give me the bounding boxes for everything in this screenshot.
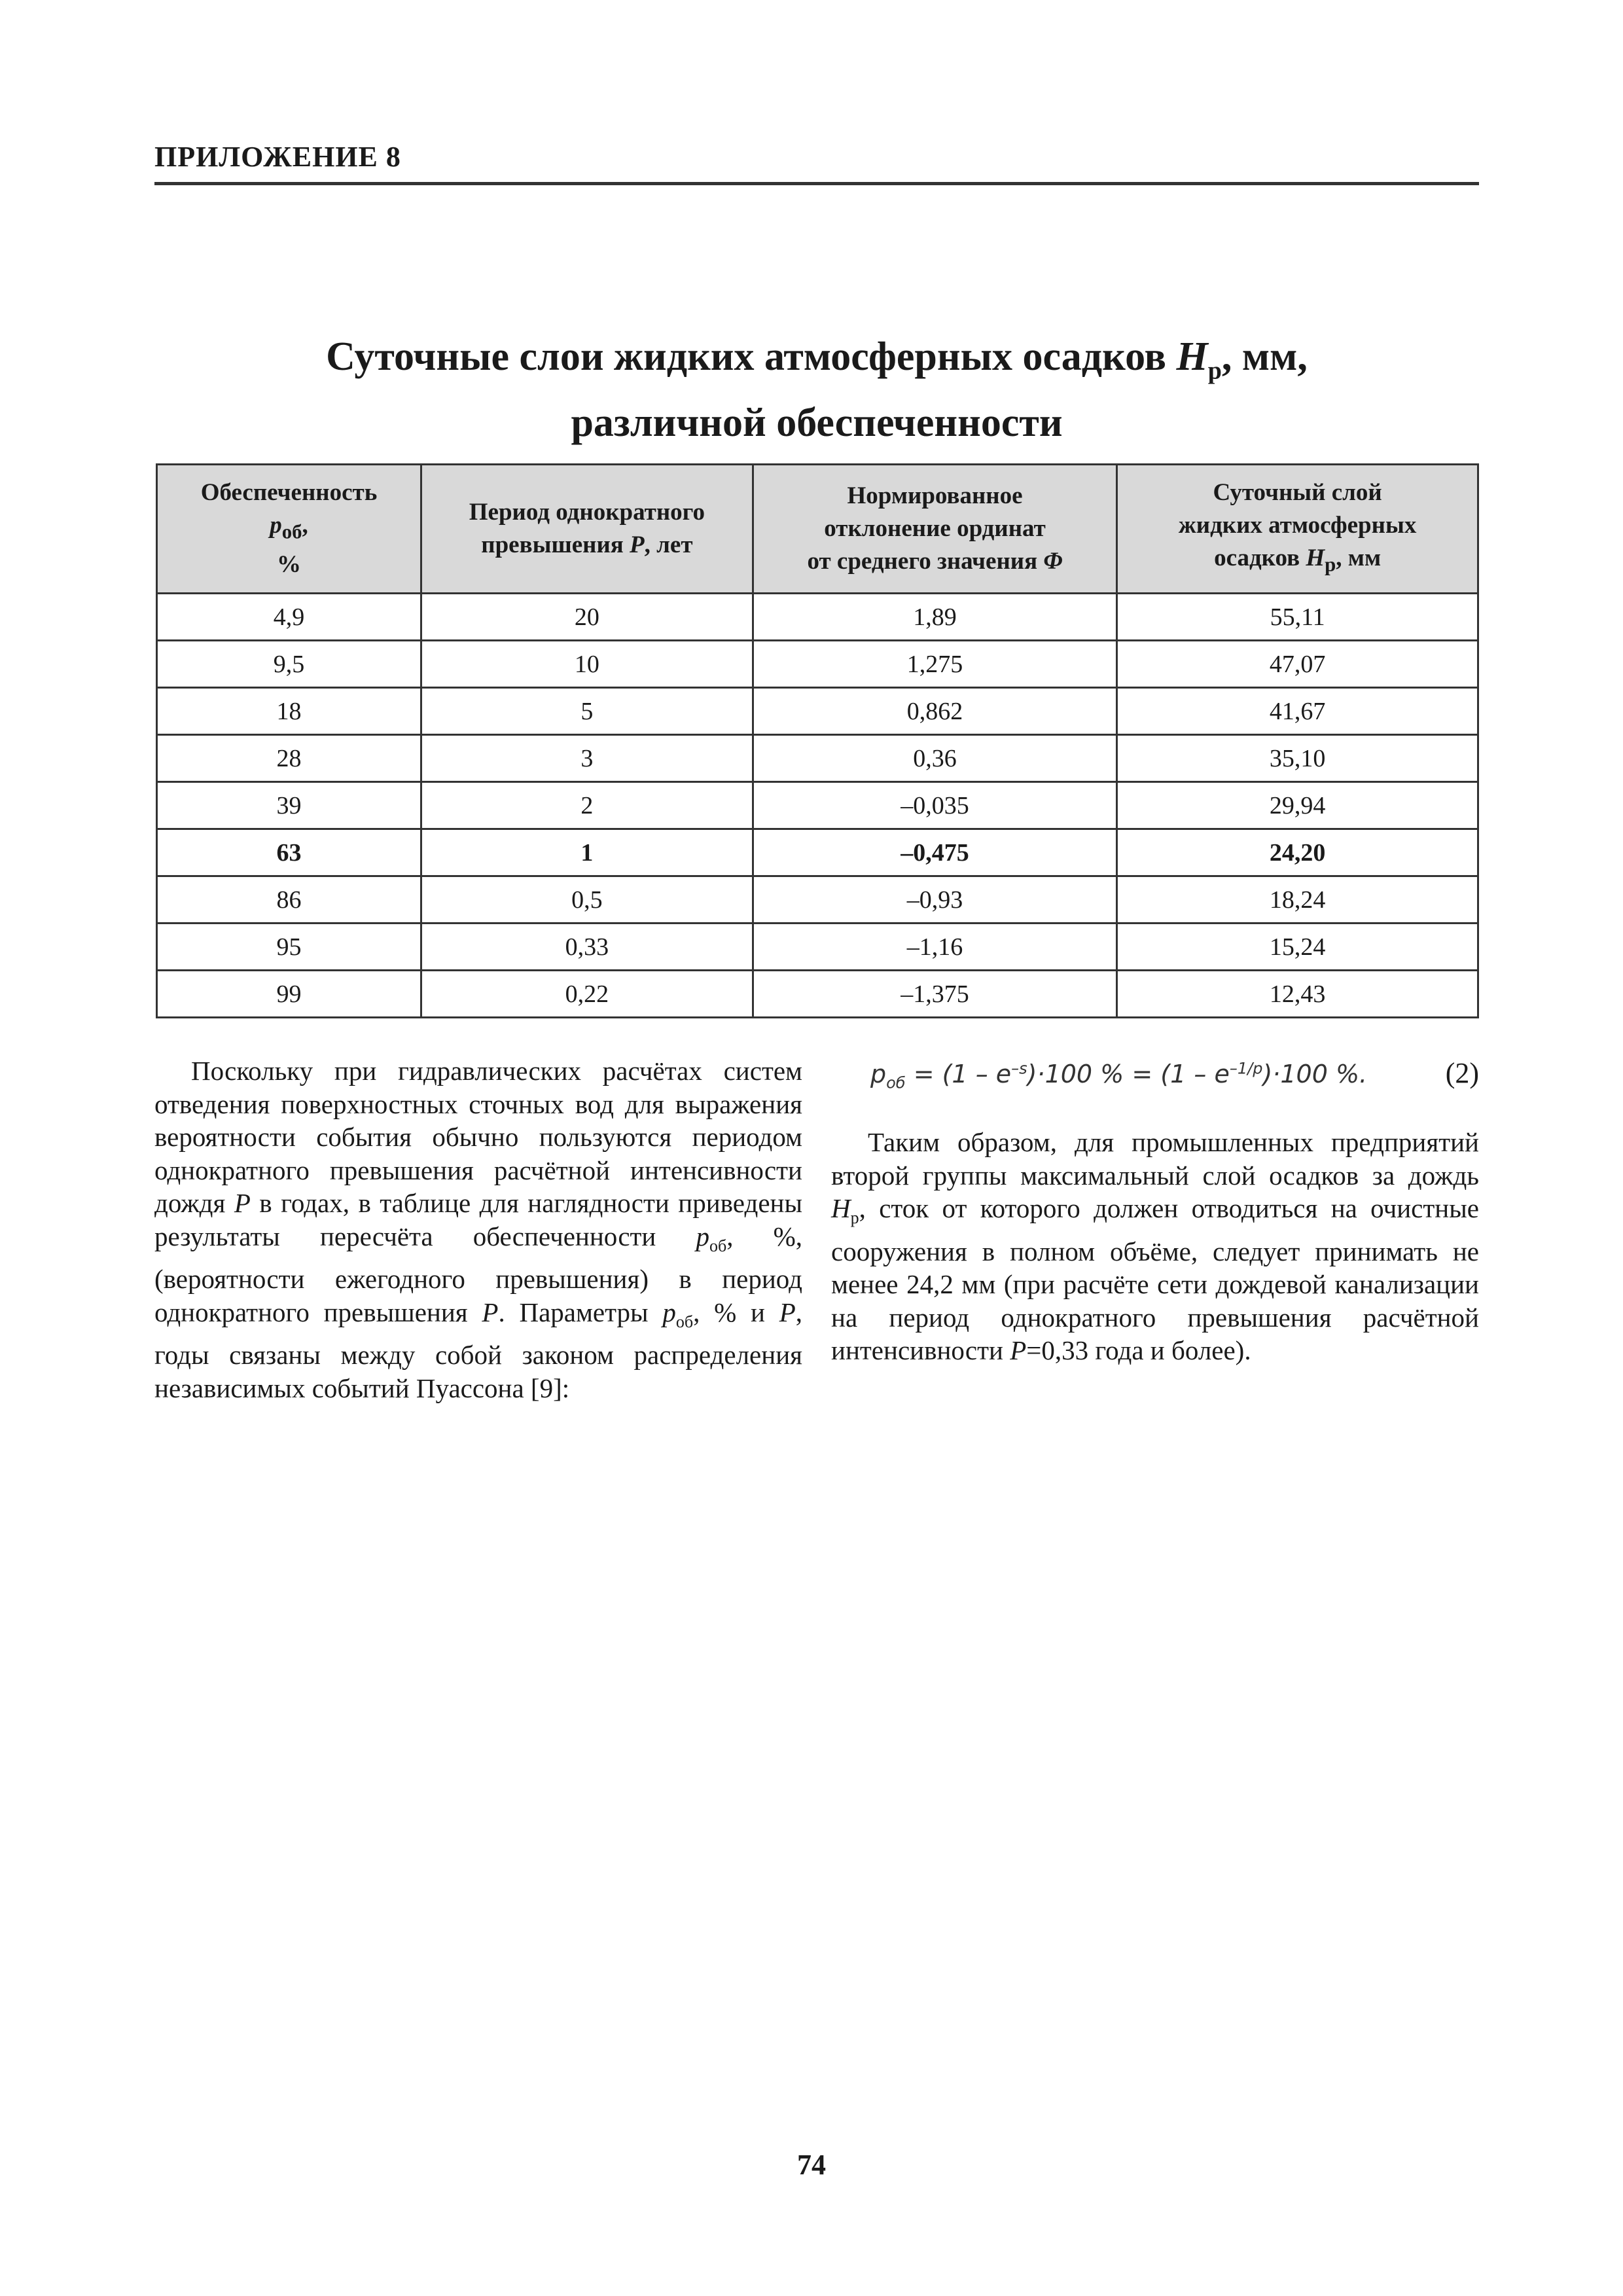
text-run: Поскольку при гидравлических расчётах систем отведения поверхностных сточных вод для выражения вероятности события обычно пользуются периодом однократного превышения расчётной интенсивности дождя [154,1056,802,1218]
formula-exponent: –1/p [1229,1059,1263,1078]
header-return-period [421,465,753,594]
table-cell: 99 [157,971,421,1018]
table-cell: 63 [157,829,421,876]
header-text: превышения [481,531,630,558]
table-cell: 0,22 [421,971,753,1018]
text-run: . Параметры [498,1297,663,1327]
title-units: , мм, [1221,334,1308,379]
table-cell: 5 [421,688,753,735]
table-cell: 4,9 [157,594,421,641]
table-cell: 1,89 [753,594,1117,641]
table-cell: 55,11 [1117,594,1478,641]
table-cell: 2 [421,782,753,829]
table-cell: 41,67 [1117,688,1478,735]
header-text: , мм [1336,545,1382,572]
header-text: % [277,550,302,578]
text-run: =0,33 года и более). [1026,1335,1251,1366]
variable-subscript: р [850,1208,859,1228]
header-normalized-deviation [753,465,1117,594]
running-head: ПРИЛОЖЕНИЕ 8 [154,141,401,173]
table-cell: 28 [157,735,421,782]
text-run: , сток от которого должен отводиться на очистные сооружения в полном объёме, следует принимать не менее 24,2 мм (при расчёте сети дождевой канализации на период однократного превышения расчётной интенсивности [831,1193,1479,1366]
table-row [157,782,1478,829]
header-daily-layer [1117,465,1478,594]
header-text: Обеспеченность [200,479,378,507]
header-text-line [423,529,751,562]
table-cell: –1,375 [753,971,1117,1018]
header-variable: p [270,512,282,539]
header-text-line [755,545,1116,578]
table-cell: 0,36 [753,735,1117,782]
table-row [157,594,1478,641]
header-variable: Φ [1043,548,1063,575]
header-text: отклонение ординат [824,515,1046,542]
title-line-1 [154,331,1479,397]
poisson-formula [870,1056,1479,1092]
formula-variable: p [870,1060,887,1088]
header-text: , лет [644,531,693,558]
header-variable-subscript: р [1325,553,1336,576]
right-paragraph [831,1126,1479,1367]
text-run: Таким образом, для промышленных предприятий второй группы максимальный слой осадков за дождь [831,1127,1479,1191]
table-cell: –0,475 [753,829,1117,876]
table-cell: 39 [157,782,421,829]
text-run: , %, (вероятности ежегодного превышения) в период однократного превышения [154,1221,803,1327]
left-paragraph [154,1054,802,1405]
table-row [157,971,1478,1018]
text-run: в годах, в таблице для наглядности приведены результаты пересчёта обеспеченности [154,1188,803,1251]
formula-expression [870,1059,1368,1092]
table-cell: 3 [421,735,753,782]
variable: P [482,1297,499,1327]
table-cell: 86 [157,876,421,924]
table-row [157,735,1478,782]
header-text: , [302,512,308,539]
formula-part: = (1 – e [905,1060,1012,1088]
table-cell: 35,10 [1117,735,1478,782]
formula-part: )·100 % = (1 – e [1027,1060,1230,1088]
table-row [157,876,1478,924]
header-text-line [1118,542,1476,581]
variable: p [696,1221,709,1251]
table-row [157,641,1478,688]
text-run: , % и [693,1297,779,1327]
variable: P [234,1188,251,1218]
variable-subscript: об [675,1312,694,1331]
table-title [154,331,1479,449]
table-cell: 0,862 [753,688,1117,735]
table-cell: 10 [421,641,753,688]
header-rule [154,182,1479,185]
header-text: жидких атмосферных [1178,512,1417,539]
header-probability [157,465,421,594]
variable: H [831,1193,851,1223]
table-cell: 95 [157,924,421,971]
title-line-2: различной обеспеченности [571,401,1063,446]
title-text: Суточные слои жидких атмосферных осадков [326,334,1167,379]
title-variable: H [1176,334,1208,379]
header-variable: P [630,531,645,558]
equation-number: (2) [1445,1057,1479,1089]
header-text: осадков [1214,545,1306,572]
variable: P [779,1297,796,1327]
table-cell: –1,16 [753,924,1117,971]
header-variable-line [158,509,419,548]
table-body [157,594,1478,1018]
table-cell: 20 [421,594,753,641]
header-text: от среднего значения [807,548,1044,575]
variable: P [1010,1335,1027,1366]
table-header-row [157,465,1478,594]
page-number: 74 [797,2149,826,2181]
table-cell: 12,43 [1117,971,1478,1018]
table-row [157,688,1478,735]
paragraph-text [831,1126,1479,1367]
table-row [157,924,1478,971]
table-row [157,829,1478,876]
table-cell: 18,24 [1117,876,1478,924]
precipitation-table [156,463,1479,1018]
variable: p [662,1297,676,1327]
text-run: , годы связаны между собой законом распределения независимых событий Пуассона [9]: [154,1297,802,1403]
formula-subscript: об [886,1073,906,1092]
table-cell: 9,5 [157,641,421,688]
table-cell: 15,24 [1117,924,1478,971]
table-cell: 0,5 [421,876,753,924]
table-cell: –0,035 [753,782,1117,829]
variable-subscript: об [709,1236,727,1255]
table-cell: 24,20 [1117,829,1478,876]
table-cell: 18 [157,688,421,735]
table-cell: –0,93 [753,876,1117,924]
header-variable-subscript: об [281,520,302,543]
title-variable-subscript: р [1207,357,1222,385]
formula-exponent: –s [1011,1059,1027,1078]
table-cell: 0,33 [421,924,753,971]
table-cell: 29,94 [1117,782,1478,829]
header-text: Период однократного [469,499,705,526]
formula-part: )·100 %. [1262,1060,1368,1088]
paragraph-text [154,1054,802,1405]
header-text: Нормированное [847,482,1023,509]
table-cell: 1,275 [753,641,1117,688]
table-cell: 47,07 [1117,641,1478,688]
header-variable: H [1306,545,1325,572]
header-text: Суточный слой [1213,479,1382,507]
table-cell: 1 [421,829,753,876]
